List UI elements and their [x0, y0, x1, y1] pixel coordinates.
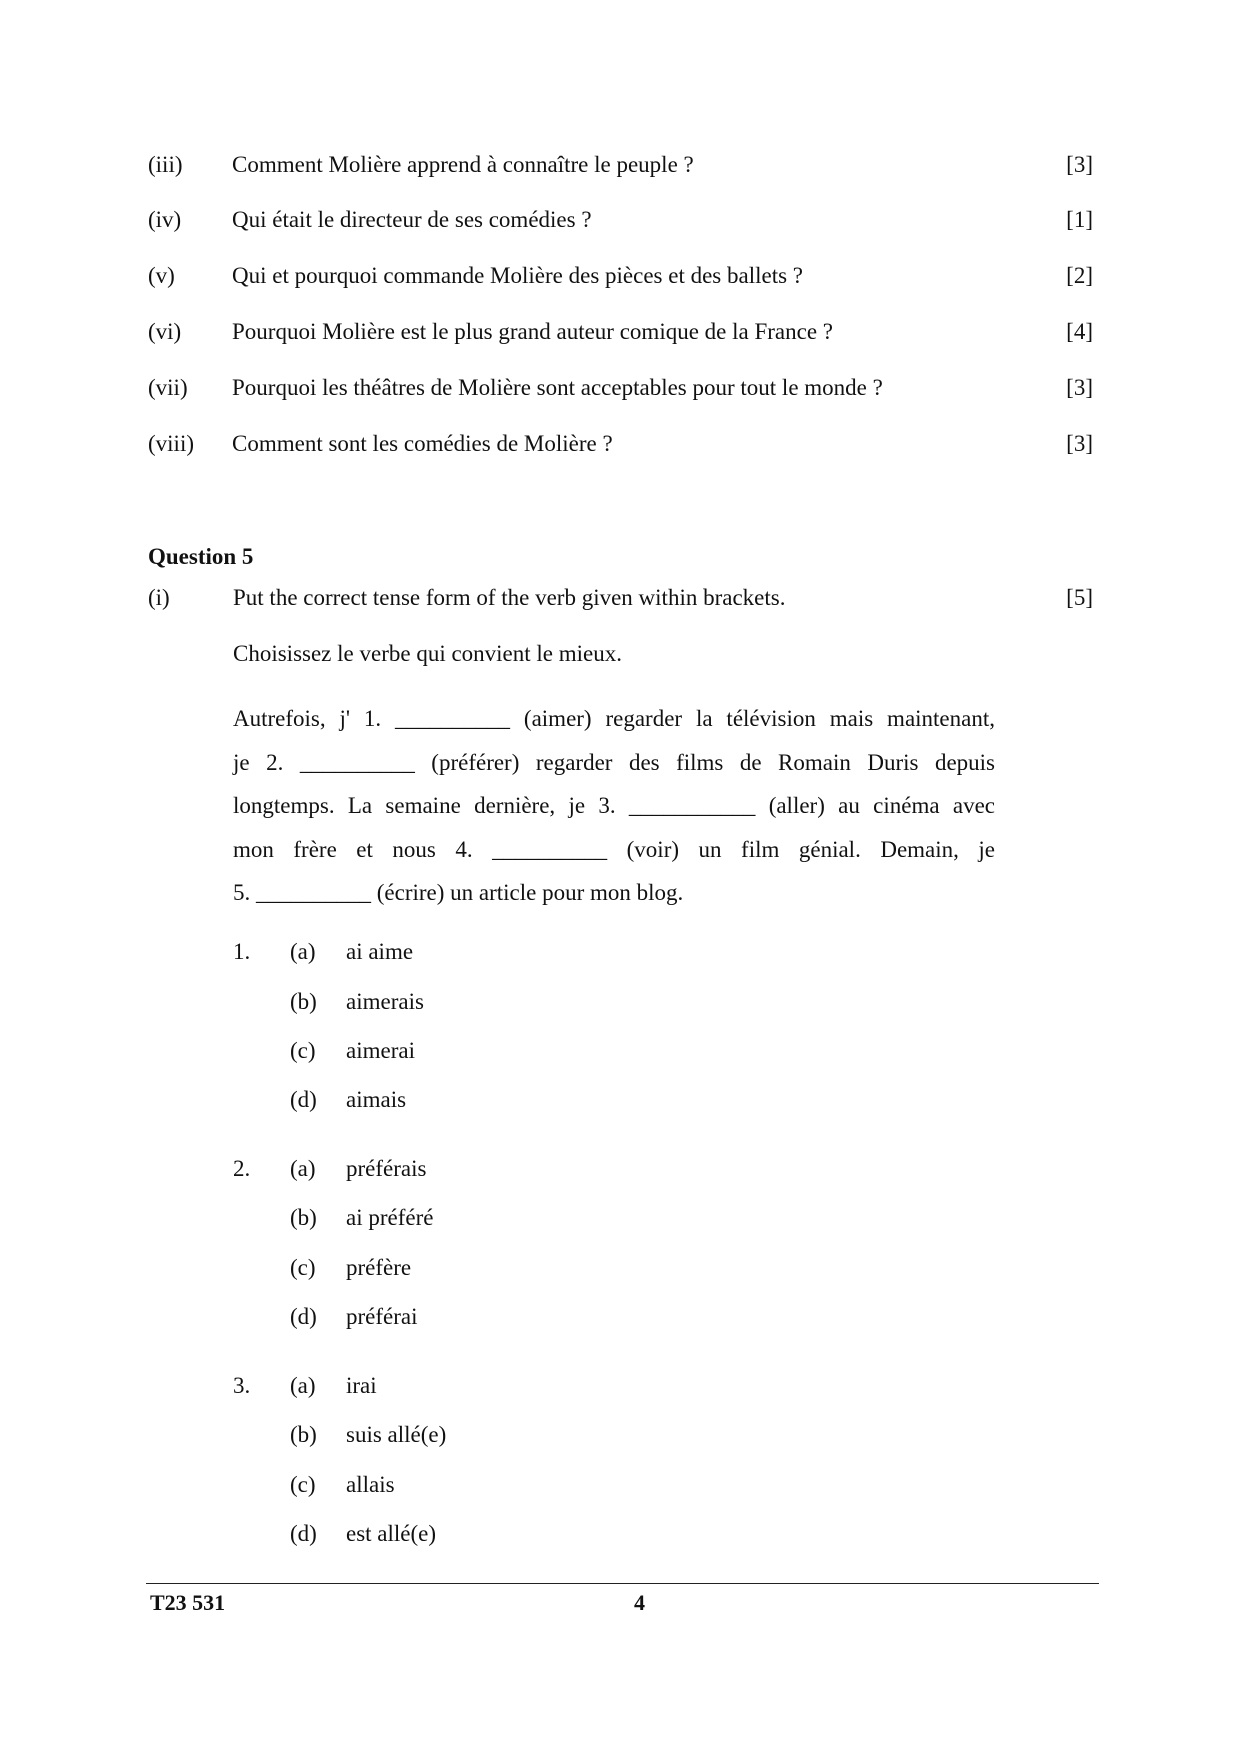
- passage-line: longtemps. La semaine dernière, je 3. ___________ (aller) au cinéma avec: [233, 793, 995, 818]
- option-group-number: 2.: [233, 1156, 251, 1181]
- option-letter: (c): [290, 1472, 316, 1497]
- option-text: est allé(e): [346, 1521, 437, 1546]
- question-marks: [5]: [1066, 585, 1093, 610]
- option-text: préfère: [346, 1255, 412, 1280]
- cloze-passage: [233, 697, 995, 915]
- question-text: Comment Molière apprend à connaître le peuple ?: [232, 152, 694, 177]
- question-row: [148, 207, 1093, 237]
- instruction-french: Choisissez le verbe qui convient le mieux.: [233, 641, 622, 666]
- passage-line: 5. __________ (écrire) un article pour mon blog.: [233, 880, 684, 905]
- paper-code: T23 531: [150, 1590, 226, 1615]
- question-number: (vi): [148, 319, 182, 344]
- option-letter: (b): [290, 989, 317, 1014]
- question-text: Qui et pourquoi commande Molière des pièces et des ballets ?: [232, 263, 803, 288]
- question-row: [148, 431, 1093, 461]
- option-text: irai: [346, 1373, 377, 1398]
- passage-line: Autrefois, j' 1. __________ (aimer) regarder la télévision mais maintenant,: [233, 706, 995, 731]
- option-letter: (a): [290, 1373, 316, 1398]
- question-row: [148, 375, 1093, 405]
- question-row: [148, 152, 1093, 182]
- question-row: [148, 263, 1093, 293]
- option-text: allais: [346, 1472, 395, 1497]
- question-marks: [3]: [1066, 152, 1093, 177]
- question-text: Pourquoi Molière est le plus grand auteur comique de la France ?: [232, 319, 834, 344]
- option-group-number: 1.: [233, 939, 251, 964]
- option-letter: (c): [290, 1038, 316, 1063]
- instruction-english: Put the correct tense form of the verb given within brackets.: [233, 585, 786, 610]
- option-text: préférai: [346, 1304, 418, 1329]
- question-number: (vii): [148, 375, 188, 400]
- question-marks: [4]: [1066, 319, 1093, 344]
- passage-line: je 2. __________ (préférer) regarder des films de Romain Duris depuis: [233, 749, 995, 775]
- option-letter: (d): [290, 1087, 317, 1112]
- question-text: Qui était le directeur de ses comédies ?: [232, 207, 592, 232]
- option-letter: (a): [290, 1156, 316, 1181]
- option-text: ai préféré: [346, 1205, 434, 1230]
- question-text: Comment sont les comédies de Molière ?: [232, 431, 613, 456]
- question-text: Pourquoi les théâtres de Molière sont acceptables pour tout le monde ?: [232, 375, 883, 400]
- option-text: aimerais: [346, 989, 424, 1014]
- question-row: [148, 319, 1093, 349]
- question-marks: [3]: [1066, 375, 1093, 400]
- question-number: (viii): [148, 431, 194, 456]
- option-letter: (a): [290, 939, 316, 964]
- option-letter: (b): [290, 1205, 317, 1230]
- question-5-title: Question 5: [148, 544, 254, 569]
- option-letter: (c): [290, 1255, 316, 1280]
- option-text: aimais: [346, 1087, 407, 1112]
- question-number: (v): [148, 263, 175, 288]
- question-marks: [2]: [1066, 263, 1093, 288]
- option-group-number: 3.: [233, 1373, 251, 1398]
- page-number: 4: [634, 1590, 645, 1615]
- question-number: (iii): [148, 152, 183, 177]
- option-text: ai aime: [346, 939, 414, 964]
- option-letter: (d): [290, 1521, 317, 1546]
- question-row: [148, 585, 1093, 615]
- question-number: (iv): [148, 207, 182, 232]
- question-marks: [3]: [1066, 431, 1093, 456]
- footer-divider: [146, 1583, 1099, 1584]
- option-text: aimerai: [346, 1038, 415, 1063]
- question-number: (i): [148, 585, 170, 610]
- option-letter: (b): [290, 1422, 317, 1447]
- option-text: suis allé(e): [346, 1422, 447, 1447]
- passage-line: mon frère et nous 4. __________ (voir) un film génial. Demain, je: [233, 836, 995, 862]
- option-letter: (d): [290, 1304, 317, 1329]
- question-marks: [1]: [1066, 207, 1093, 232]
- option-text: préférais: [346, 1156, 427, 1181]
